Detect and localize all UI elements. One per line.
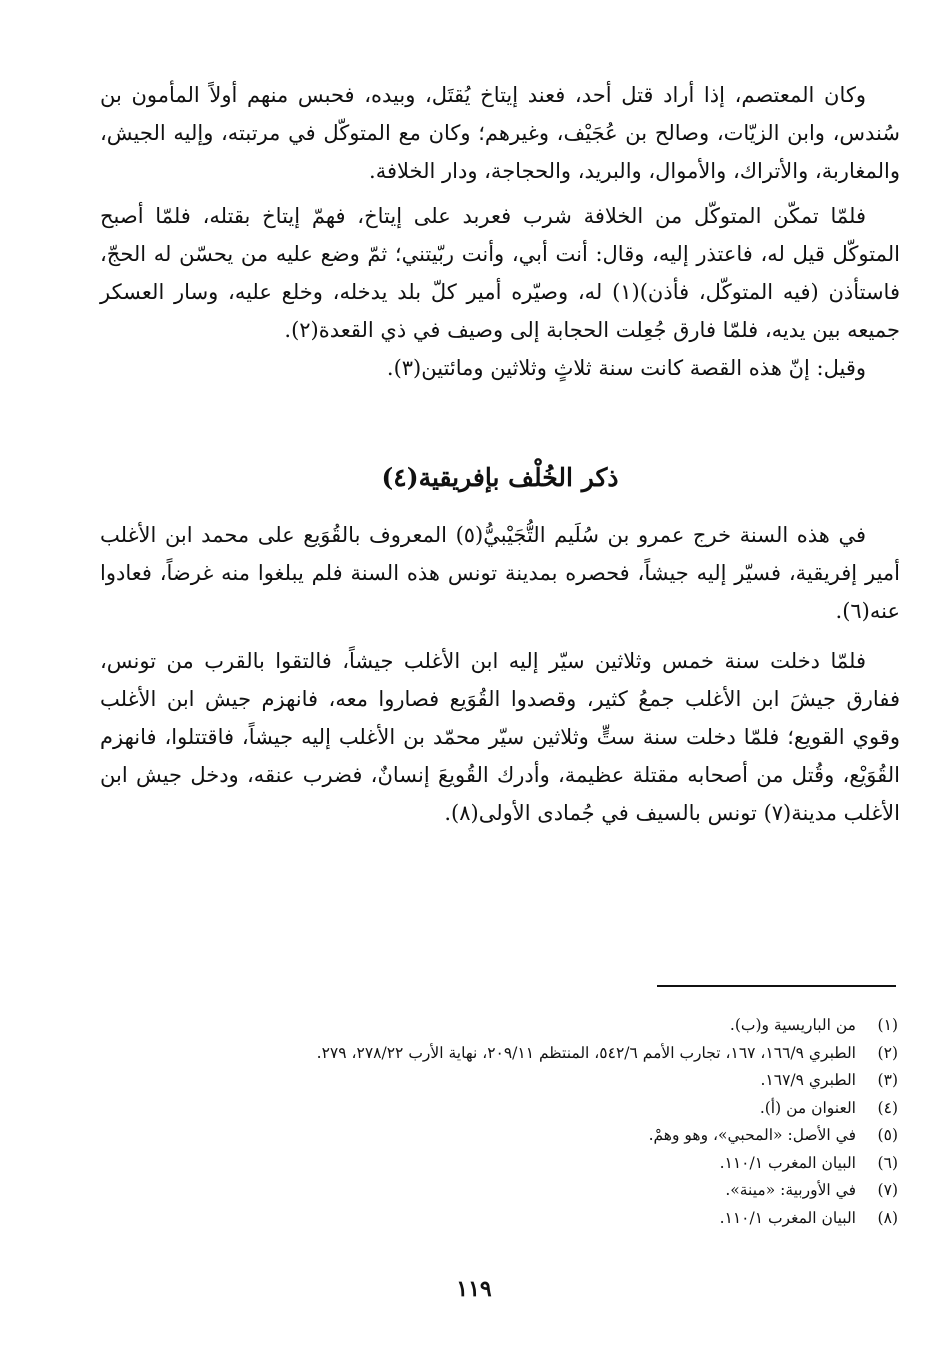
footnote-text: في الأصل: «المحبي»، وهو وهمْ.: [648, 1126, 856, 1144]
footnote-text: من الباريسية و(ب).: [729, 1016, 856, 1034]
footnote-text: العنوان من (أ).: [759, 1098, 856, 1117]
body-section-top: [100, 76, 900, 387]
footnote: [110, 1205, 898, 1233]
footnote-number: (٦): [877, 1153, 898, 1172]
body-section-bottom: [100, 516, 900, 832]
paragraph: في هذه السنة خرج عمرو بن سُلَيم التُّجَيْبيُّ(٥) المعروف بالقُوَيع على محمد ابن الأغلب أمير إفريقية، فسيّر إليه جيشاً، فحصره بمدينة تونس هذه السنة فلم يبلغوا منه غرضاً، فعادوا عنه(٦).: [100, 523, 900, 623]
footnote: [110, 1040, 898, 1068]
footnote-text: البيان المغرب ١١٠/١.: [719, 1153, 856, 1172]
footnote-text: الطبري ١٦٧/٩.: [760, 1071, 856, 1089]
footnote-text: البيان المغرب ١١٠/١.: [719, 1208, 856, 1227]
footnote-number: (٥): [877, 1126, 898, 1144]
paragraph: وكان المعتصم، إذا أراد قتل أحد، فعند إيتاخ يُقتَل، وبيده، فحبس منهم أولاً المأمون بن سُندس، وابن الزيّات، وصالح بن عُجَيْف، وغيرهم؛ وكان مع المتوكّل في مرتبته، وإليه الجيش، والمغاربة، والأتراك، والأموال، والبريد، والحجاجة، ودار الخلافة.: [100, 83, 900, 183]
footnotes: [110, 1012, 898, 1232]
footnote-number: (٨): [877, 1208, 898, 1227]
footnote: [110, 1095, 898, 1123]
footnote-number: (١): [877, 1016, 898, 1034]
section-heading: ذكر الخُلْف بإفريقية(٤): [381, 463, 619, 492]
paragraph: وقيل: إنّ هذه القصة كانت سنة ثلاثٍ وثلاثين ومائتين(٣).: [386, 356, 866, 380]
footnote: [110, 1122, 898, 1150]
footnote-divider: [657, 985, 896, 987]
footnote: [110, 1012, 898, 1040]
footnote-number: (٤): [877, 1098, 898, 1117]
footnote-text: في الأوربية: «مينة».: [725, 1181, 856, 1199]
footnote-number: (٣): [877, 1071, 898, 1089]
footnote-number: (٢): [877, 1043, 898, 1062]
footnote: [110, 1177, 898, 1205]
footnote: [110, 1067, 898, 1095]
page-number: ١١٩: [456, 1276, 492, 1302]
footnote-text: الطبري ١٦٦/٩، ١٦٧، تجارب الأمم ٥٤٢/٦، المنتظم ٢٠٩/١١، نهاية الأرب ٢٧٨/٢٢، ٢٧٩.: [316, 1043, 856, 1062]
footnote: [110, 1150, 898, 1178]
paragraph: فلمّا دخلت سنة خمس وثلاثين سيّر إليه ابن الأغلب جيشاً، فالتقوا بالقرب من تونس، ففارق جيشَ ابن الأغلب جمعُ كثير، وقصدوا القُوَيع فصاروا معه، فانهزم جيش ابن الأغلب وقوي القويع؛ فلمّا دخلت سنة ستٍّ وثلاثين سيّر محمّد بن الأغلب إليه جيشاً، فاقتتلوا، فانهزم القُوَيْع، وقُتل من أصحابه مقتلة عظيمة، وأدرك القُويعَ إنسانٌ، فضرب عنقه، ودخل جيش ابن الأغلب مدينة(٧) تونس بالسيف في جُمادى الأولى(٨).: [100, 649, 900, 825]
footnote-number: (٧): [877, 1181, 898, 1199]
paragraph: فلمّا تمكّن المتوكّل من الخلافة شرب فعربد على إيتاخ، فهمّ إيتاخ بقتله، فلمّا أصبح المتوكّل قيل له، فاعتذر إليه، وقال: أنت أبي، وأنت ربّيتني؛ ثمّ وضع عليه من يحسّن له الحجّ، فاستأذن (فيه المتوكّل، فأذن)(١) له، وصيّره أمير كلّ بلد يدخله، وخلع عليه، وسار العسكر جميعه بين يديه، فلمّا فارق جُعِلت الحجابة إلى وصيف في ذي القعدة(٢).: [100, 204, 900, 342]
